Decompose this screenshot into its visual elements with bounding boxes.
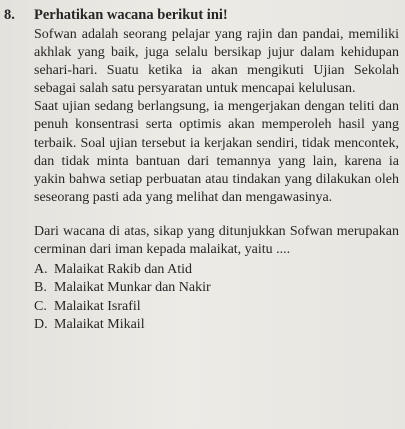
option-c-text: Malaikat Israfil	[54, 298, 141, 314]
option-c[interactable]	[34, 298, 399, 316]
option-c-letter: C.	[34, 298, 47, 314]
option-a[interactable]	[34, 261, 399, 279]
reading-passage	[34, 26, 399, 207]
passage-paragraph-1: Sofwan adalah seorang pelajar yang rajin dan pandai, memiliki akhlak yang baik, juga selalu bersikap jujur dalam kehidupan sehari-hari. Suatu ketika ia akan mengikuti Ujian Sekolah sebagai salah satu persyaratan untuk mencapai kelulusan.	[34, 27, 399, 97]
option-d-letter: D.	[34, 316, 48, 332]
answer-options	[34, 261, 399, 334]
question-content	[34, 6, 399, 334]
option-b-letter: B.	[34, 280, 47, 296]
option-d[interactable]	[34, 316, 399, 334]
option-b[interactable]	[34, 279, 399, 297]
option-a-letter: A.	[34, 262, 48, 278]
option-a-text: Malaikat Rakib dan Atid	[54, 262, 193, 278]
option-d-text: Malaikat Mikail	[54, 316, 145, 332]
question-prompt: Dari wacana di atas, sikap yang ditunjukkan Sofwan merupakan cerminan dari iman kepada malaikat, yaitu ....	[34, 223, 399, 258]
passage-paragraph-2: Saat ujian sedang berlangsung, ia mengerjakan dengan teliti dan penuh konsentrasi serta optimis akan memperoleh hasil yang terbaik. Soal ujian tersebut ia kerjakan sendiri, tidak mencontek, dan tidak minta bantuan dari temannya yang lain, karena ia yakin bahwa setiap perbuatan atau tindakan yang dilakukan oleh seseorang pasti ada yang melihat dan mengawasinya.	[34, 99, 399, 205]
question-instruction: Perhatikan wacana berikut ini!	[34, 7, 228, 23]
question-number: 8.	[4, 7, 15, 23]
option-b-text: Malaikat Munkar dan Nakir	[54, 280, 211, 296]
